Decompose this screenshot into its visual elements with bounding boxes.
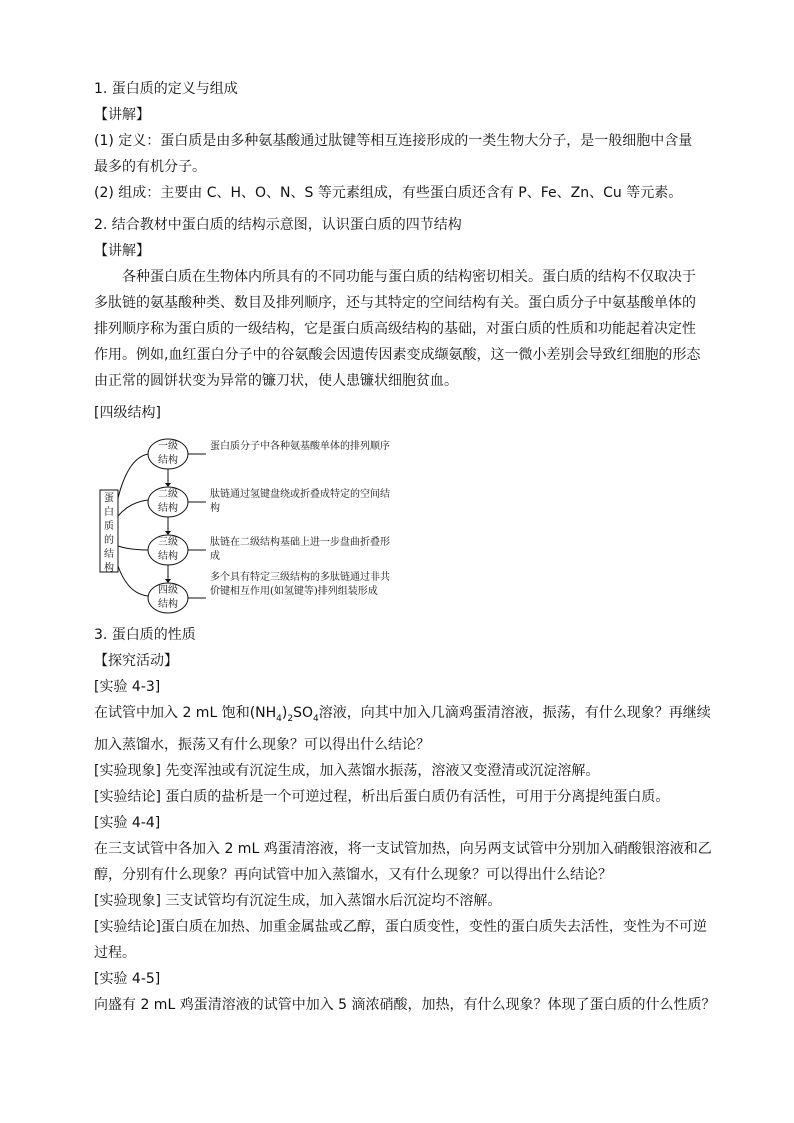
section2-label: 【讲解】 xyxy=(94,243,150,259)
exp-4-5-title: [实验 4-5] xyxy=(94,970,161,987)
exp-4-3-title: [实验 4-3] xyxy=(94,679,161,695)
structure-label: [四级结构] xyxy=(94,405,161,421)
section3-heading: 3. 蛋白质的性质 xyxy=(94,627,196,643)
exp-4-3-conclusion: [实验结论] 蛋白质的盐析是一个可逆过程，析出后蛋白质仍有活性，可用于分离提纯蛋白质。 xyxy=(94,788,670,805)
root-char: 质 xyxy=(104,521,114,532)
level-2-description: 肽链通过氢键盘绕或折叠成特定的空间结构 xyxy=(210,489,390,514)
level-1-name xyxy=(150,440,186,468)
protein-structure-diagram xyxy=(94,432,414,622)
section1-heading: 1. 蛋白质的定义与组成 xyxy=(94,81,238,97)
level-name-line: 结构 xyxy=(158,455,178,466)
diagram-root-label xyxy=(102,492,116,576)
root-char: 白 xyxy=(104,507,114,518)
exp-4-4-question-line-1: 在三支试管中各加入 2 mL 鸡蛋清溶液，将一支试管加热，向另两支试管中分别加入硝酸银溶液和乙 xyxy=(94,840,712,857)
level-name-line: 四级 xyxy=(158,585,178,596)
level-name-line: 二级 xyxy=(158,489,178,500)
definition-line-2: 最多的有机分子。 xyxy=(94,159,206,175)
root-char: 结 xyxy=(104,549,114,560)
root-char: 构 xyxy=(104,563,114,574)
level-3-name xyxy=(150,536,186,564)
section1-label: 【讲解】 xyxy=(94,107,150,123)
definition-line-1: (1) 定义：蛋白质是由多种氨基酸通过肽键等相互连接形成的一类生物大分子，是一般细胞中含量 xyxy=(94,133,693,149)
section2-paragraph: 各种蛋白质在生物体内所具有的不同功能与蛋白质的结构密切相关。蛋白质的结构不仅取决于多肽链的氨基酸种类、数目及排列顺序，还与其特定的空间结构有关。蛋白质分子中氨基酸单体的排列顺序称为蛋白质的一级结构，它是蛋白质高级结构的基础，对蛋白质的性质和功能起着决定性作用。例如,血红蛋白分子中的谷氨酸会因遗传因素变成缬氨酸，这一微小差别会导致红细胞的形态由正常的圆饼状变为异常的镰刀状，使人患镰状细胞贫血。 xyxy=(94,269,701,389)
exp-4-4-phenomenon: [实验现象] 三支试管均有沉淀生成，加入蒸馏水后沉淀均不溶解。 xyxy=(94,892,502,909)
level-4-name xyxy=(150,584,186,612)
section2-heading: 2. 结合教材中蛋白质的结构示意图，认识蛋白质的四节结构 xyxy=(94,217,462,233)
level-name-line: 三级 xyxy=(158,537,178,548)
exp-4-4-title: [实验 4-4] xyxy=(94,814,161,831)
root-char: 蛋 xyxy=(104,493,114,504)
exp-4-3-question-line-2: 加入蒸馏水，振荡又有什么现象？可以得出什么结论？ xyxy=(94,736,430,753)
level-name-line: 结构 xyxy=(158,599,178,610)
exp-4-3-question-line-1: 在试管中加入 2 mL 饱和$(NH_4)_2SO_4$溶液，向其中加入几滴鸡蛋清溶液，振荡，有什么现象？再继续 xyxy=(94,705,711,724)
exp-4-4-question-line-2: 醇，分别有什么现象？再向试管中加入蒸馏水，又有什么现象？可以得出什么结论？ xyxy=(94,866,612,883)
level-4-description: 多个具有特定三级结构的多肽链通过非共价键相互作用(如氢键等)排列组装形成 xyxy=(210,572,390,597)
exp-4-4-conclusion-line-2: 过程。 xyxy=(94,944,136,961)
level-name-line: 结构 xyxy=(158,551,178,562)
level-name-line: 结构 xyxy=(158,503,178,514)
level-name-line: 一级 xyxy=(158,441,178,452)
level-1-description: 蛋白质分子中各种氨基酸单体的排列顺序 xyxy=(210,441,390,452)
composition-line: (2) 组成：主要由 C、H、O、N、S 等元素组成，有些蛋白质还含有 P、Fe、Zn、Cu 等元素。 xyxy=(94,185,683,201)
document-page xyxy=(94,76,716,1018)
level-2-name xyxy=(150,488,186,516)
exp-4-3-phenomenon: [实验现象] 先变浑浊或有沉淀生成，加入蒸馏水振荡，溶液又变澄清或沉淀溶解。 xyxy=(94,762,600,779)
level-3-description: 肽链在二级结构基础上进一步盘曲折叠形成 xyxy=(210,537,390,562)
section3-label: 【探究活动】 xyxy=(94,653,178,669)
exp-4-5-question-line-1: 向盛有 2 mL 鸡蛋清溶液的试管中加入 5 滴浓硝酸，加热，有什么现象？体现了蛋白质的什么性质？ xyxy=(94,996,716,1013)
exp-4-4-conclusion-line-1: [实验结论]蛋白质在加热、加重金属盐或乙醇，蛋白质变性，变性的蛋白质失去活性，变性为不可逆 xyxy=(94,918,707,935)
root-char: 的 xyxy=(104,535,114,546)
